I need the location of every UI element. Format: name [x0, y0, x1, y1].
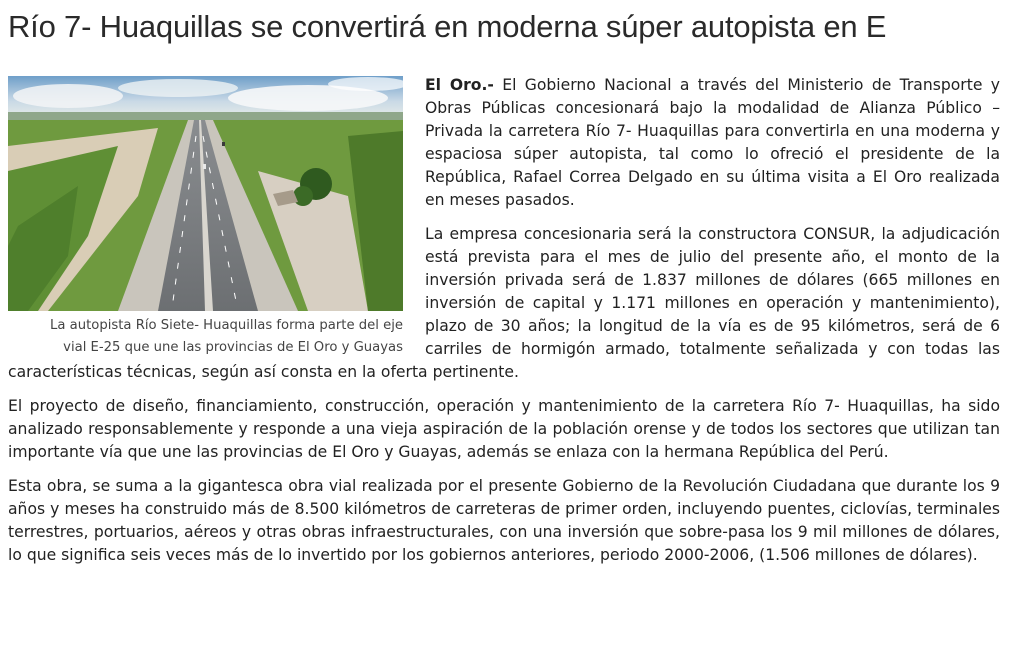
article-figure	[8, 76, 403, 359]
paragraph-1-text: El Gobierno Nacional a través del Ministerio de Transporte y Obras Públicas concesionará bajo la modalidad de Alianza Público – Privada la carretera Río 7- Huaquillas para convertirla en una moderna y espaciosa súper autopista, tal como lo ofreció el presidente de la República, Rafael Correa Delgado en su última visita a El Oro realizada en meses pasados.	[425, 76, 1000, 209]
paragraph-2: La empresa concesionaria será la constructora CONSUR, la adjudicación está prevista para el mes de julio del presente año, el monto de la inversión privada será de 1.837 millones de dólares (665 millones en inversión de capital y 1.171 millones en operación y mantenimiento), plazo de 30 años; la longitud de la vía es de 95 kilómetros, será de 6 carriles de hormigón armado, totalmente señalizada y con todas las características técnicas, según así consta en la oferta pertinente.	[8, 225, 1000, 381]
paragraph-1-lead: El Oro.-	[425, 76, 494, 94]
paragraph-4: Esta obra, se suma a la gigantesca obra vial realizada por el presente Gobierno de la Revolución Ciudadana que durante los 9 años y meses ha construido más de 8.500 kilómetros de carreteras de primer orden, incluyendo puentes, ciclovías, terminales terrestres, portuarios, aéreos y otras obras infraestructurales, con una inversión que sobre-pasa los 9 mil millones de dólares, lo que significa seis veces más de lo invertido por los gobiernos anteriores, periodo 2000-2006, (1.506 millones de dólares).	[8, 477, 1000, 564]
figure-caption	[8, 315, 403, 359]
highway-aerial-photo	[8, 76, 403, 311]
article-body	[8, 74, 1000, 578]
caption-line-2: vial E-25 que une las provincias de El Oro y Guayas	[63, 340, 403, 355]
article-title: Río 7- Huaquillas se convertirá en moderna súper autopista en E	[8, 9, 887, 44]
paragraph-3: El proyecto de diseño, financiamiento, construcción, operación y mantenimiento de la carretera Río 7- Huaquillas, ha sido analizado responsablemente y responde a una vieja aspiración de la población orense y de todos los sectores que utilizan tan importante vía que une las provincias de El Oro y Guayas, además se enlaza con la hermana República del Perú.	[8, 397, 1000, 461]
caption-line-1: La autopista Río Siete- Huaquillas forma parte del eje	[50, 318, 403, 333]
